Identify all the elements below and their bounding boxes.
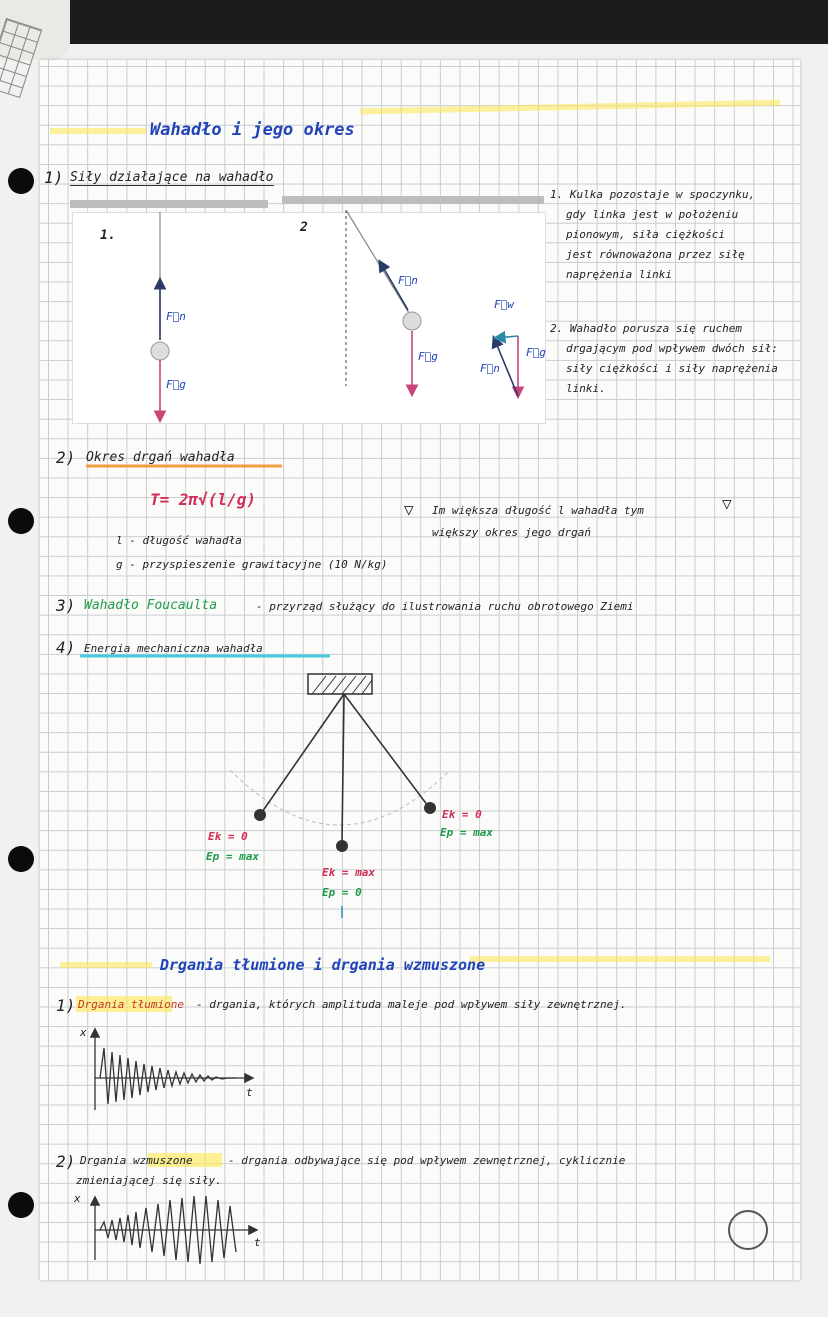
diagram-label: 1. — [100, 228, 116, 243]
force-label-fg: F⃗g — [166, 378, 186, 391]
note-line: większy okres jego drgań — [432, 526, 591, 539]
energy-right-ep: Ep = max — [440, 826, 493, 839]
globe-logo-icon — [728, 1210, 768, 1250]
force-label-fn: F⃗n — [166, 310, 186, 323]
resultant-vector — [496, 336, 518, 338]
axis-label-x: x — [80, 1026, 87, 1039]
note-line: linki. — [566, 382, 606, 395]
bob — [403, 312, 421, 330]
note-line: pionowym, siła ciężkości — [566, 228, 725, 241]
section-number: 4) — [56, 638, 76, 657]
note-line: siły ciężkości i siły naprężenia — [566, 362, 778, 375]
definition-g: g - przyspieszenie grawitacyjne (10 N/kg) — [116, 558, 388, 571]
energy-center-ek: Ek = max — [322, 866, 375, 879]
page-title: Wahadło i jego okres — [150, 120, 355, 140]
note-line: drgającym pod wpływem dwóch sił: — [566, 342, 778, 355]
note-line: naprężenia linki — [566, 268, 672, 281]
bob-left — [254, 809, 266, 821]
axis-label-t: t — [246, 1086, 253, 1099]
part-title: Drgania tłumione i drgania wzmuszone — [160, 956, 486, 974]
energy-left-ek: Ek = 0 — [208, 830, 248, 843]
note-line: Im większa długość l wahadła tym — [432, 504, 644, 517]
section-heading: Drgania wzmuszone — [80, 1154, 193, 1167]
section-heading: Okres drgań wahadła — [86, 450, 235, 465]
note-line: 2. Wahadło porusza się ruchem — [550, 322, 743, 335]
section-heading: Energia mechaniczna wahadła — [84, 642, 263, 655]
string-line — [346, 210, 412, 318]
force-label-fn: F⃗n — [398, 274, 418, 287]
axis-label-t: t — [254, 1236, 261, 1249]
note-line: 1. Kulka pozostaje w spoczynku, — [550, 188, 756, 201]
section-heading: Siły działające na wahadło — [70, 170, 274, 185]
section-number: 3) — [56, 596, 76, 615]
note-line: gdy linka jest w położeniu — [566, 208, 739, 221]
note-line: jest równoważona przez siłę — [566, 248, 745, 261]
section-heading: Wahadło Foucaulta — [84, 598, 218, 613]
force-label-fg: F⃗g — [526, 346, 546, 359]
period-formula: T= 2π√(l/g) — [150, 490, 256, 509]
force-label-fw: F⃗w — [494, 298, 514, 311]
section-number: 1) — [56, 996, 76, 1015]
force-label-fn: F⃗n — [480, 362, 500, 375]
bob — [151, 342, 169, 360]
force-label-fg: F⃗g — [418, 350, 438, 363]
energy-right-ek: Ek = 0 — [442, 808, 482, 821]
diagram-label: 2 — [300, 220, 308, 235]
energy-left-ep: Ep = max — [206, 850, 259, 863]
warning-icon: ▽ — [722, 494, 732, 513]
section-text: zmieniającej się siły. — [76, 1174, 222, 1187]
section-number: 2) — [56, 1152, 76, 1171]
section-number: 1) — [44, 168, 64, 187]
section-text: - drgania odbywające się pod wpływem zewnętrznej, cyklicznie — [228, 1154, 626, 1167]
bob-center — [336, 840, 348, 852]
section-text: - przyrząd służący do ilustrowania ruchu obrotowego Ziemi — [256, 600, 634, 613]
warning-icon: ▽ — [404, 500, 414, 519]
section-text: - drgania, których amplituda maleje pod wpływem siły zewnętrznej. — [196, 998, 627, 1011]
energy-center-ep: Ep = 0 — [322, 886, 362, 899]
axis-label-x: x — [74, 1192, 81, 1205]
bob-right — [424, 802, 436, 814]
section-number: 2) — [56, 448, 76, 467]
damped-wave — [100, 1048, 236, 1104]
definition-l: l - długość wahadła — [116, 534, 242, 547]
section-heading: Drgania tłumione — [78, 998, 184, 1011]
